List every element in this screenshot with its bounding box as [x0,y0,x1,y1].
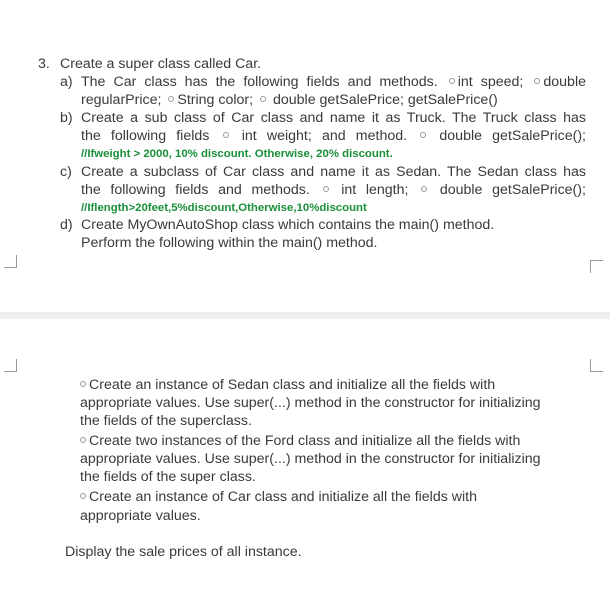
item-a-line-2 [81,91,498,109]
item-b-text: the following fields [81,128,210,144]
item-b-method: double getSalePrice(); [439,128,587,144]
item-c-text: the following fields and methods. [81,182,310,198]
item-c-line-1: Create a subclass of Car class and name it as Sedan. The Sedan class has [81,164,586,180]
instruction-1-line-1 [80,376,495,394]
item-a-field-color: String color; [177,92,254,108]
instruction-1-line-3: the fields of the superclass. [80,413,252,429]
item-b-label: b) [60,110,73,126]
item-d-line-1: Create MyOwnAutoShop class which contains the main() method. [81,217,495,233]
instruction-3-text: Create an instance of Car class and initialize all the fields with [89,489,477,505]
item-a-text: The Car class has the following fields and methods. [81,74,438,90]
item-a-field-double: double [543,74,586,90]
crop-mark-icon [4,255,17,268]
item-a-label: a) [60,74,73,90]
bullet-icon [421,186,427,192]
item-a-methods: double getSalePrice; getSalePrice() [273,92,498,108]
instruction-3-line-1 [80,488,477,506]
instruction-2-line-2: appropriate values. Use super(...) method in the constructor for initializing [80,451,541,467]
item-b-field-weight: int weight; and method. [241,128,408,144]
bullet-icon [80,493,86,499]
item-a-field-speed: int speed; [457,74,524,90]
crop-mark-icon [590,359,603,372]
closing-instruction: Display the sale prices of all instance. [65,544,302,560]
item-d-label: d) [60,217,73,233]
bullet-icon [260,96,266,102]
item-c-field-length: int length; [341,182,409,198]
bullet-icon [449,78,455,84]
bullet-icon [323,186,329,192]
bullet-icon [223,132,229,138]
question-number: 3. [38,56,50,72]
crop-mark-icon [4,359,17,372]
item-c-method: double getSalePrice(); [439,182,586,198]
item-a-line-1 [81,73,586,91]
bullet-icon [80,381,86,387]
bullet-icon [80,437,86,443]
item-c-note: //Iflength>20feet,5%discount,Otherwise,10%discount [81,202,367,214]
instruction-1-line-2: appropriate values. Use super(...) method in the constructor for initializing [80,395,541,411]
item-b-line-2 [81,127,586,145]
crop-mark-icon [590,260,603,273]
document-page-bottom [0,319,610,589]
instruction-3-line-2: appropriate values. [80,508,201,524]
item-a-regular-price: regularPrice; [81,92,162,108]
item-c-line-2 [81,181,586,199]
instruction-2-text: Create two instances of the Ford class and initialize all the fields with [89,433,521,449]
item-b-line-1: Create a sub class of Car class and name it as Truck. The Truck class has [81,110,586,126]
bullet-icon [168,96,174,102]
question-title: Create a super class called Car. [60,56,262,72]
instruction-2-line-1 [80,432,520,450]
bullet-icon [534,78,540,84]
item-d-line-2: Perform the following within the main() method. [81,235,378,251]
page-separator [0,312,610,319]
bullet-icon [420,132,426,138]
instruction-1-text: Create an instance of Sedan class and initialize all the fields with [89,377,496,393]
item-c-label: c) [60,164,72,180]
instruction-2-line-3: the fields of the super class. [80,469,256,485]
item-b-note: //Ifweight > 2000, 10% discount. Otherwise, 20% discount. [81,148,393,160]
